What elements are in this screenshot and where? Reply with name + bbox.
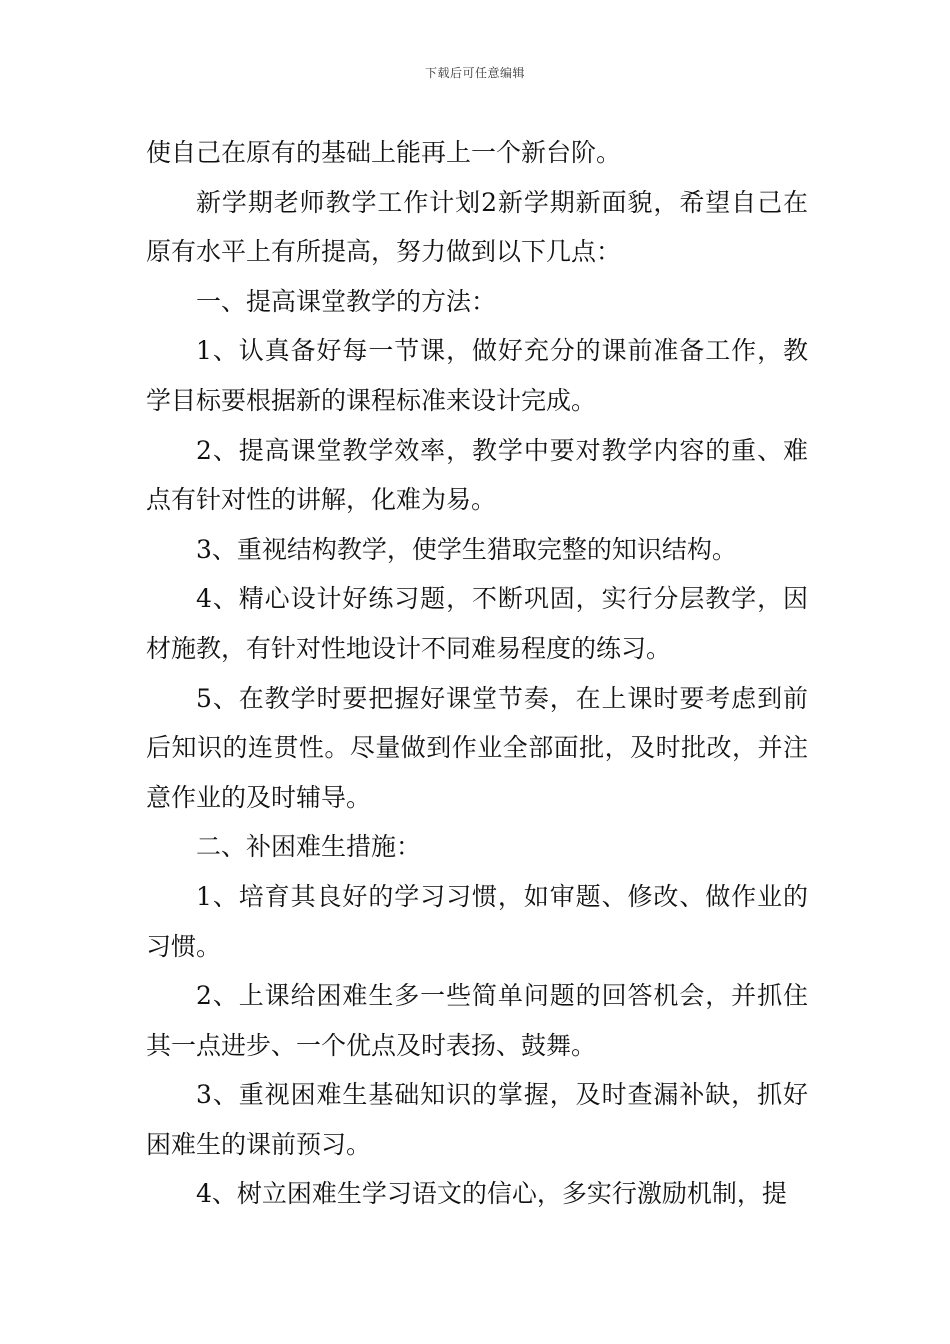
paragraph-continuation: 使自己在原有的基础上能再上一个新台阶。 [146, 138, 622, 167]
list-item-3: 3、重视结构教学，使学生猎取完整的知识结构。 [196, 534, 737, 564]
paragraph-plan-intro: 新学期老师教学工作计划2新学期新面貌，希望自己在原有水平上有所提高，努力做到以下几点： [146, 187, 808, 267]
list-item-2: 2、上课给困难生多一些简单问题的回答机会，并抓住其一点进步、一个优点及时表扬、鼓舞。 [146, 981, 808, 1060]
list-item-4: 4、精心设计好练习题，不断巩固，实行分层教学，因材施教，有针对性地设计不同难易程度的练习。 [146, 584, 808, 663]
section-heading-teaching-methods: 一、提高课堂教学的方法： [196, 286, 497, 316]
page-header: 下载后可任意编辑 [424, 66, 525, 80]
list-item-2: 2、提高课堂教学效率，教学中要对教学内容的重、难点有针对性的讲解，化难为易。 [146, 435, 808, 515]
list-item-5: 5、在教学时要把握好课堂节奏，在上课时要考虑到前后知识的连贯性。尽量做到作业全部面批，及时批改，并注意作业的及时辅导。 [146, 683, 808, 812]
document-body [146, 128, 808, 1219]
list-item-1: 1、培育其良好的学习习惯，如审题、修改、做作业的习惯。 [146, 881, 808, 961]
list-item-1: 1、认真备好每一节课，做好充分的课前准备工作，教学目标要根据新的课程标准来设计完成。 [146, 336, 808, 415]
section-heading-struggling-students: 二、补困难生措施： [196, 832, 422, 862]
list-item-3: 3、重视困难生基础知识的掌握，及时查漏补缺，抓好困难生的课前预习。 [146, 1080, 808, 1159]
list-item-4: 4、树立困难生学习语文的信心，多实行激励机制，提 [196, 1179, 787, 1209]
